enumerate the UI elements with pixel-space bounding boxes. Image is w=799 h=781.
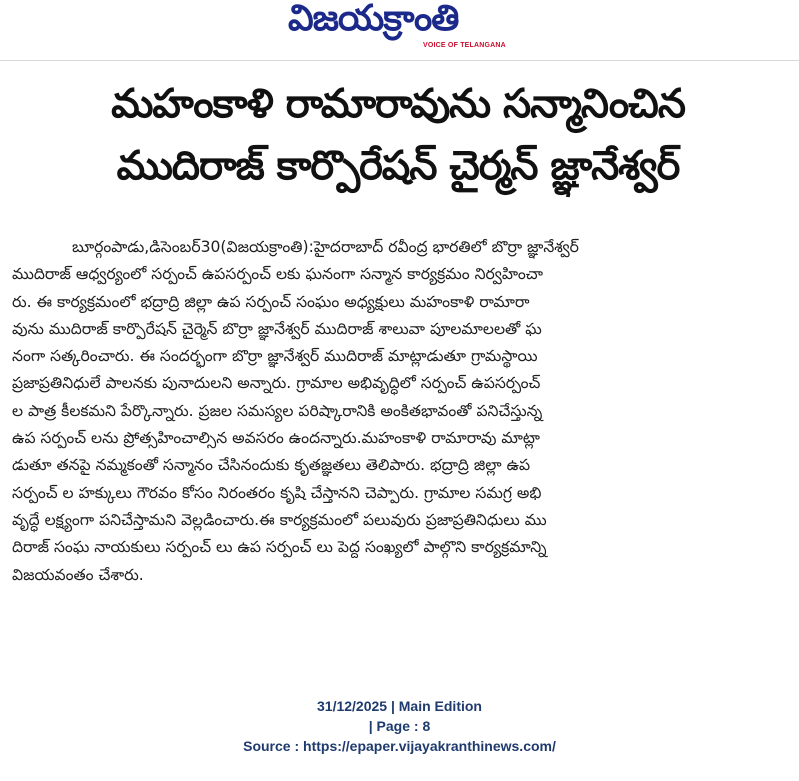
logo-tagline: VOICE OF TELANGANA [423,42,506,49]
article-clipping [10,62,786,672]
masthead-divider [0,60,799,61]
body-line: ఉప సర్పంచ్ లను ప్రోత్సహించాల్సిన అవసరం ఉందన్నారు.మహంకాళి రామారావు మాట్లా [12,429,540,448]
article-headline [10,81,786,208]
edition-date: 31/12/2025 | Main Edition [317,698,482,714]
body-line: వును ముదిరాజ్ కార్పొరేషన్ చైర్మెన్ బొర్రా జ్ఞానేశ్వర్ ముదిరాజ్ శాలువా పూలమాలలతో ఘ [12,319,542,338]
body-line: వృద్ధే లక్ష్యంగా పనిచేస్తామని వెల్లడించారు.ఈ కార్యక్రమంలో పలువురు ప్రజాప్రతినిధులు ము [12,510,547,529]
headline-line-2: ముదిరాజ్ కార్పొరేషన్ చైర్మన్ జ్ఞానేశ్వర్ [116,143,680,189]
body-line: ప్రజాప్రతినిధులే పాలనకు పునాదులని అన్నారు. గ్రామాల అభివృద్ధిలో సర్పంచ్ ఉపసర్పంచ్ [12,374,541,393]
logo-wordmark: విజయక్రాంతి [288,0,459,39]
body-line: ముదిరాజ్ ఆధ్వర్యంలో సర్పంచ్ ఉపసర్పంచ్ లకు ఘనంగా సన్మాన కార్యక్రమం నిర్వహించా [12,265,543,284]
body-line: డుతూ తనపై నమ్మకంతో సన్మానం చేసినందుకు కృతజ్ఞతలు తెలిపారు. భద్రాద్రి జిల్లా ఉప [12,456,531,475]
page-number: | Page : 8 [368,718,431,734]
body-line: దిరాజ్ సంఘ నాయకులు సర్పంచ్ లు ఉప సర్పంచ్ లు పెద్ద సంఖ్యలో పాల్గొని కార్యక్రమాన్ని [12,538,547,557]
body-line: బూర్గంపాడు,డిసెంబర్30(విజయక్రాంతి):హైదరాబాద్ రవీంద్ర భారతిలో బొర్రా జ్ఞానేశ్వర్ [72,238,579,256]
source-link[interactable]: Source : https://epaper.vijayakranthinews.com/ [243,738,556,754]
body-line: రు. ఈ కార్యక్రమంలో భద్రాద్రి జిల్లా ఉప సర్పంచ్ సంఘం అధ్యక్షులు మహంకాళి రామారా [12,292,530,311]
body-line: సర్పంచ్ ల హక్కులు గౌరవం కోసం నిరంతరం కృషి చేస్తానని చెప్పారు. గ్రామాల సమగ్ర అభి [12,483,542,502]
article-body [12,234,782,589]
headline-line-1: మహంకాళి రామారావును సన్మానించిన [111,81,685,127]
masthead [0,0,799,58]
newspaper-logo[interactable] [288,2,518,52]
body-line: విజయవంతం చేశారు. [12,565,144,584]
body-line: ల పాత్ర కీలకమని పేర్కొన్నారు. ప్రజల సమస్యల పరిష్కారానికి అంకితభావంతో పనిచేస్తున్న [12,401,543,420]
body-line: నంగా సత్కరించారు. ఈ సందర్భంగా బొర్రా జ్ఞానేశ్వర్ ముదిరాజ్ మాట్లాడుతూ గ్రామస్థాయి [12,347,538,366]
epaper-footer [0,696,799,756]
